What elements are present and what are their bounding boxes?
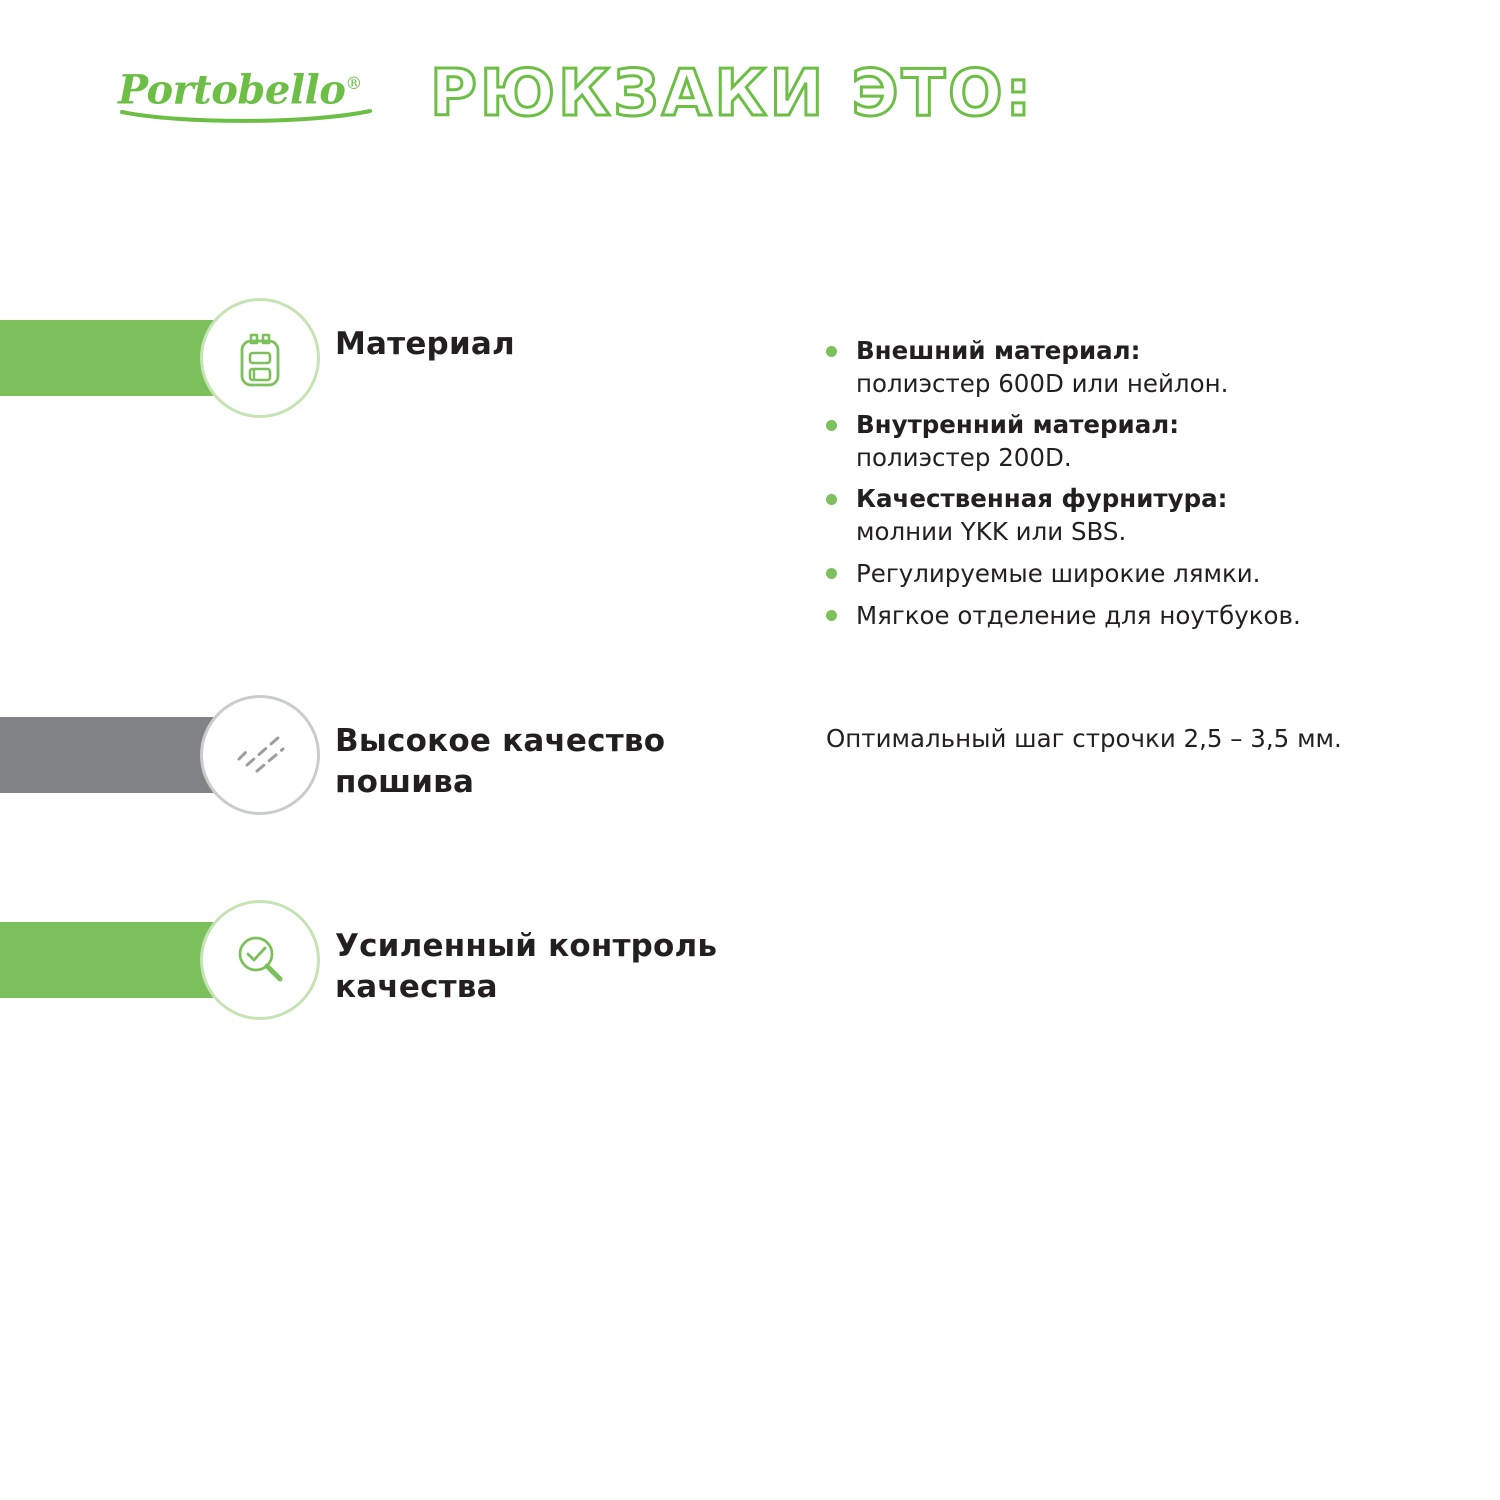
section-title-control: Усиленный контроль качества (335, 928, 718, 1005)
bullet-dot-icon (826, 346, 837, 357)
list-item-sub: молнии YKK или SBS. (856, 517, 1127, 546)
brand-name: Portobello (118, 66, 346, 114)
section-title-sewing: Высокое качество пошива (335, 723, 666, 800)
list-item-title: Внутренний материал: (856, 410, 1179, 439)
list-item (826, 335, 1446, 400)
page-header (0, 0, 1500, 190)
section-icon-material (200, 298, 320, 418)
list-item (826, 483, 1446, 548)
list-item-sub: полиэстер 200D. (856, 443, 1072, 472)
bullet-dot-icon (826, 420, 837, 431)
list-item (826, 557, 1446, 590)
bullet-dot-icon (826, 568, 837, 579)
page-title: РЮКЗАКИ ЭТО: (430, 57, 1035, 131)
brand-logo-text (118, 62, 398, 112)
logo-swoosh-icon (120, 108, 372, 126)
stitching-icon (227, 725, 293, 785)
backpack-icon (229, 325, 291, 391)
list-item-title: Внешний материал: (856, 336, 1141, 365)
brand-logo (118, 62, 398, 142)
section-title-material: Материал (335, 326, 515, 362)
list-item-title: Качественная фурнитура: (856, 484, 1228, 513)
list-item (826, 599, 1446, 632)
list-item (826, 409, 1446, 474)
bullet-dot-icon (826, 494, 837, 505)
sewing-note: Оптимальный шаг строчки 2,5 – 3,5 мм. (826, 724, 1342, 753)
registered-mark-icon: ® (345, 74, 362, 94)
section-icon-control (200, 900, 320, 1020)
list-item-title: Регулируемые широкие лямки. (856, 559, 1261, 588)
bullet-dot-icon (826, 610, 837, 621)
section-icon-sewing (200, 695, 320, 815)
list-item-title: Мягкое отделение для ноутбуков. (856, 601, 1301, 630)
list-item-sub: полиэстер 600D или нейлон. (856, 369, 1229, 398)
magnifier-check-icon (228, 928, 292, 992)
material-bullet-list (826, 335, 1446, 641)
